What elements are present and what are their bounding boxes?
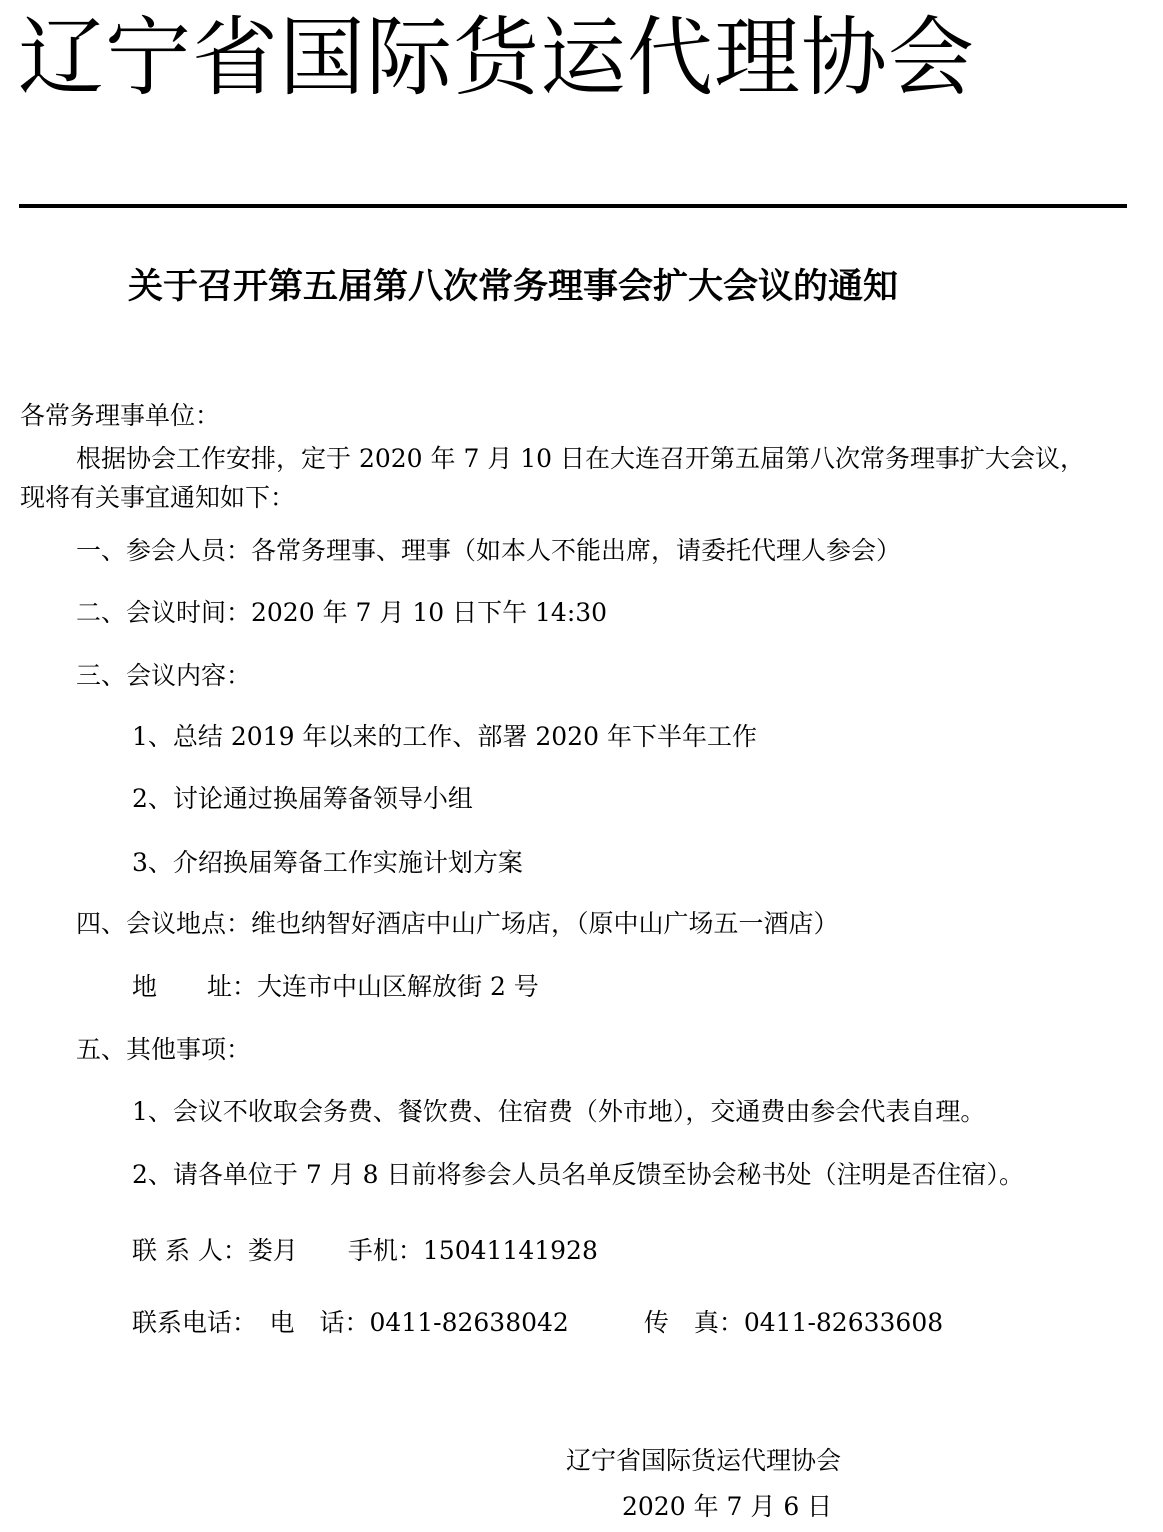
intro-paragraph-line-2: 现将有关事宜通知如下： bbox=[20, 483, 296, 512]
item-meeting-time: 二、会议时间：2020 年 7 月 10 日下午 14:30 bbox=[76, 598, 608, 627]
item-content-heading: 三、会议内容： bbox=[76, 661, 252, 690]
notice-title: 关于召开第五届第八次常务理事会扩大会议的通知 bbox=[128, 266, 899, 307]
item-venue: 四、会议地点：维也纳智好酒店中山广场店，（原中山广场五一酒店） bbox=[76, 909, 839, 938]
other-item-2: 2、请各单位于 7 月 8 日前将参会人员名单反馈至协会秘书处（注明是否住宿）。 bbox=[132, 1160, 1025, 1189]
contact-phone: 联系电话： 电 话：0411-82638042 传 真：0411-82633608 bbox=[132, 1308, 944, 1337]
content-item-2: 2、讨论通过换届筹备领导小组 bbox=[132, 784, 473, 813]
salutation: 各常务理事单位： bbox=[20, 401, 221, 430]
signature-date: 2020 年 7 月 6 日 bbox=[622, 1492, 833, 1521]
venue-address: 地 址：大连市中山区解放街 2 号 bbox=[132, 972, 539, 1001]
item-other-heading: 五、其他事项： bbox=[76, 1035, 252, 1064]
other-item-1: 1、会议不收取会务费、餐饮费、住宿费（外市地），交通费由参会代表自理。 bbox=[132, 1097, 986, 1126]
contact-person: 联 系 人：娄月 手机：15041141928 bbox=[132, 1236, 598, 1265]
intro-paragraph-line-1: 根据协会工作安排，定于 2020 年 7 月 10 日在大连召开第五届第八次常务理事扩大会议， bbox=[76, 444, 1086, 473]
letterhead-divider bbox=[19, 204, 1127, 208]
content-item-1: 1、总结 2019 年以来的工作、部署 2020 年下半年工作 bbox=[132, 722, 757, 751]
item-attendees: 一、参会人员：各常务理事、理事（如本人不能出席，请委托代理人参会） bbox=[76, 536, 902, 565]
signature-organization: 辽宁省国际货运代理协会 bbox=[566, 1446, 842, 1475]
content-item-3: 3、介绍换届筹备工作实施计划方案 bbox=[132, 848, 523, 877]
letterhead-title: 辽宁省国际货运代理协会 bbox=[18, 8, 975, 108]
